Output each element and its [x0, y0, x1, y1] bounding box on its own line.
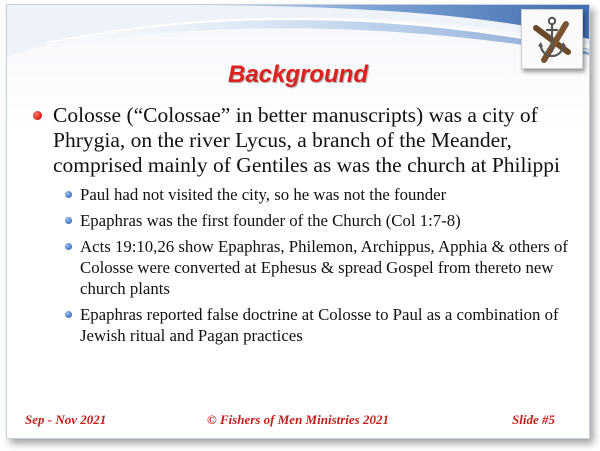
cross-and-anchor-icon	[522, 10, 582, 68]
sub-bullet	[63, 304, 577, 346]
blue-bullet-icon	[65, 191, 72, 198]
main-bullet	[29, 103, 577, 178]
footer-slide-number: Slide #5	[512, 412, 555, 427]
sub-bullet-text: Paul had not visited the city, so he was not the founder	[80, 185, 447, 204]
red-bullet-icon	[33, 111, 42, 120]
slide	[6, 4, 590, 439]
blue-bullet-icon	[65, 311, 72, 318]
sub-bullet	[63, 184, 577, 205]
main-bullet-text: Colosse (“Colossae” in better manuscripts) was a city of Phrygia, on the river Lycus, a branch of the Meander, comprised mainly of Gentiles as was the church at Philippi	[53, 103, 560, 177]
footer-copyright: © Fishers of Men Ministries 2021	[207, 412, 389, 427]
blue-bullet-icon	[65, 243, 72, 250]
sub-bullet-text: Acts 19:10,26 show Epaphras, Philemon, Archippus, Apphia & others of Colosse were converted at Ephesus & spread Gospel from thereto new church plants	[80, 237, 569, 298]
blue-bullet-icon	[65, 217, 72, 224]
slide-footer	[7, 412, 589, 430]
sub-bullet	[63, 236, 577, 299]
slide-content	[29, 103, 577, 351]
sub-bullet-list	[63, 184, 577, 346]
sub-bullet-text: Epaphras was the first founder of the Church (Col 1:7-8)	[80, 211, 461, 230]
footer-date: Sep - Nov 2021	[25, 412, 107, 427]
slide-title: Background	[227, 61, 368, 88]
ministry-logo	[521, 9, 583, 69]
sub-bullet	[63, 210, 577, 231]
sub-bullet-text: Epaphras reported false doctrine at Colosse to Paul as a combination of Jewish ritual and Pagan practices	[80, 305, 559, 345]
